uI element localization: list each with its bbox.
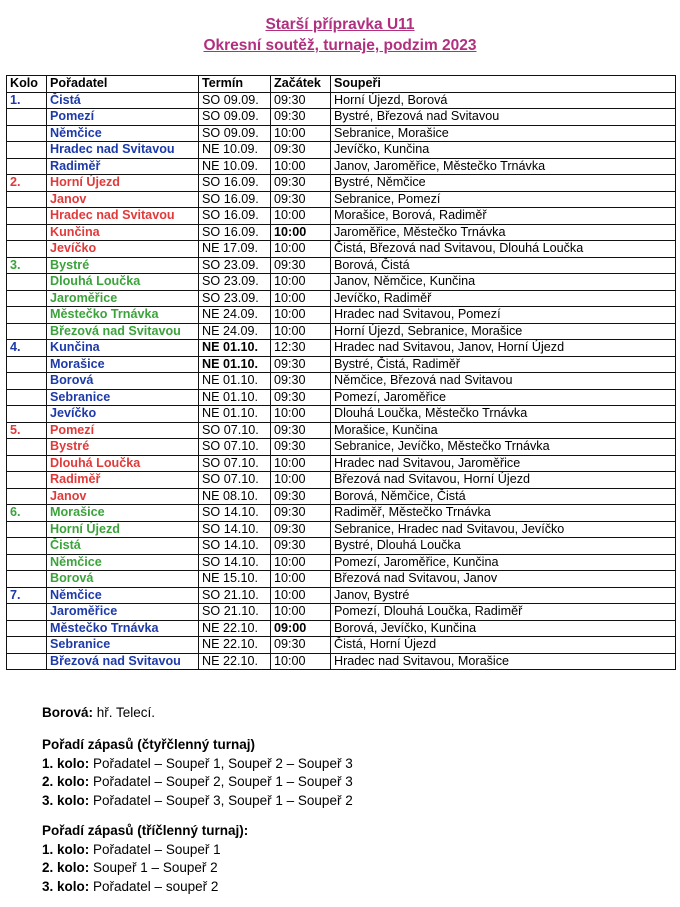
host-cell: Němčice [47, 125, 199, 142]
opponents-cell: Bystré, Dlouhá Loučka [331, 538, 676, 555]
round-cell [7, 455, 47, 472]
date-cell: SO 16.09. [199, 175, 271, 192]
host-cell: Bystré [47, 257, 199, 274]
time-cell: 10:00 [271, 571, 331, 588]
header-termin: Termín [199, 76, 271, 93]
opponents-cell: Sebranice, Morašice [331, 125, 676, 142]
round-cell: 6. [7, 505, 47, 522]
opponents-cell: Pomezí, Dlouhá Loučka, Radiměř [331, 604, 676, 621]
table-row [7, 224, 676, 241]
round-cell [7, 538, 47, 555]
table-row [7, 554, 676, 571]
table-row [7, 637, 676, 654]
table-row [7, 274, 676, 291]
opponents-cell: Sebranice, Pomezí [331, 191, 676, 208]
host-cell: Březová nad Svitavou [47, 323, 199, 340]
table-row [7, 373, 676, 390]
date-cell: NE 01.10. [199, 340, 271, 357]
round-text: Pořadatel – Soupeř 1, Soupeř 2 – Soupeř 3 [89, 755, 353, 771]
round-cell: 2. [7, 175, 47, 192]
opponents-cell: Němčice, Březová nad Svitavou [331, 373, 676, 390]
table-row [7, 505, 676, 522]
table-row [7, 389, 676, 406]
date-cell: SO 21.10. [199, 587, 271, 604]
host-cell: Kunčina [47, 224, 199, 241]
time-cell: 09:00 [271, 620, 331, 637]
time-cell: 10:00 [271, 554, 331, 571]
host-cell: Jaroměřice [47, 604, 199, 621]
time-cell: 10:00 [271, 158, 331, 175]
table-row [7, 109, 676, 126]
three-team-order [42, 822, 248, 896]
time-cell: 09:30 [271, 488, 331, 505]
table-row [7, 521, 676, 538]
header-zacatek: Začátek [271, 76, 331, 93]
date-cell: NE 01.10. [199, 389, 271, 406]
table-row [7, 455, 676, 472]
opponents-cell: Hradec nad Svitavou, Jaroměřice [331, 455, 676, 472]
round-text: Pořadatel – Soupeř 1 [89, 841, 221, 857]
date-cell: SO 16.09. [199, 224, 271, 241]
date-cell: SO 09.09. [199, 125, 271, 142]
opponents-cell: Borová, Jevíčko, Kunčina [331, 620, 676, 637]
venue-note-text: hř. Telecí. [93, 705, 156, 720]
host-cell: Sebranice [47, 637, 199, 654]
round-cell [7, 488, 47, 505]
table-row [7, 340, 676, 357]
table-row [7, 488, 676, 505]
round-cell [7, 389, 47, 406]
opponents-cell: Bystré, Čistá, Radiměř [331, 356, 676, 373]
table-row [7, 472, 676, 489]
four-team-order [42, 736, 353, 810]
table-body [7, 92, 676, 670]
four-team-line [42, 755, 353, 774]
header-poradatel: Pořadatel [47, 76, 199, 93]
date-cell: NE 10.09. [199, 142, 271, 159]
opponents-cell: Čistá, Březová nad Svitavou, Dlouhá Loučka [331, 241, 676, 258]
round-cell [7, 620, 47, 637]
date-cell: NE 08.10. [199, 488, 271, 505]
three-team-line [42, 878, 248, 897]
opponents-cell: Horní Újezd, Sebranice, Morašice [331, 323, 676, 340]
date-cell: SO 14.10. [199, 538, 271, 555]
round-cell [7, 373, 47, 390]
date-cell: NE 22.10. [199, 653, 271, 670]
round-label: 2. kolo: [42, 860, 90, 875]
date-cell: SO 23.09. [199, 257, 271, 274]
time-cell: 09:30 [271, 389, 331, 406]
host-cell: Horní Újezd [47, 521, 199, 538]
round-label: 1. kolo: [42, 755, 90, 771]
opponents-cell: Pomezí, Jaroměřice [331, 389, 676, 406]
round-cell [7, 274, 47, 291]
time-cell: 09:30 [271, 257, 331, 274]
round-cell [7, 637, 47, 654]
round-cell [7, 472, 47, 489]
host-cell: Němčice [47, 554, 199, 571]
four-team-line [42, 792, 353, 811]
round-cell: 3. [7, 257, 47, 274]
date-cell: SO 07.10. [199, 422, 271, 439]
host-cell: Březová nad Svitavou [47, 653, 199, 670]
table-row [7, 191, 676, 208]
four-team-line [42, 773, 353, 792]
venue-note [42, 704, 155, 723]
time-cell: 09:30 [271, 521, 331, 538]
date-cell: NE 17.09. [199, 241, 271, 258]
time-cell: 09:30 [271, 92, 331, 109]
time-cell: 10:00 [271, 274, 331, 291]
host-cell: Sebranice [47, 389, 199, 406]
table-row [7, 125, 676, 142]
round-label: 3. kolo: [42, 878, 90, 894]
date-cell: SO 14.10. [199, 521, 271, 538]
round-cell [7, 125, 47, 142]
round-cell [7, 439, 47, 456]
date-cell: SO 07.10. [199, 439, 271, 456]
table-row [7, 241, 676, 258]
table-row [7, 290, 676, 307]
opponents-cell: Jevíčko, Kunčina [331, 142, 676, 159]
host-cell: Pomezí [47, 422, 199, 439]
date-cell: NE 24.09. [199, 307, 271, 324]
opponents-cell: Jevíčko, Radiměř [331, 290, 676, 307]
opponents-cell: Březová nad Svitavou, Horní Újezd [331, 472, 676, 489]
round-label: 2. kolo: [42, 774, 90, 789]
round-cell [7, 158, 47, 175]
opponents-cell: Pomezí, Jaroměřice, Kunčina [331, 554, 676, 571]
header-souperi: Soupeři [331, 76, 676, 93]
date-cell: SO 23.09. [199, 274, 271, 291]
date-cell: SO 09.09. [199, 109, 271, 126]
time-cell: 10:00 [271, 125, 331, 142]
host-cell: Němčice [47, 587, 199, 604]
date-cell: SO 16.09. [199, 191, 271, 208]
round-cell [7, 356, 47, 373]
round-text: Pořadatel – Soupeř 3, Soupeř 1 – Soupeř 2 [89, 792, 353, 808]
time-cell: 09:30 [271, 637, 331, 654]
time-cell: 10:00 [271, 224, 331, 241]
time-cell: 09:30 [271, 373, 331, 390]
opponents-cell: Bystré, Březová nad Svitavou [331, 109, 676, 126]
schedule-table [6, 75, 676, 670]
round-cell [7, 554, 47, 571]
opponents-cell: Dlouhá Loučka, Městečko Trnávka [331, 406, 676, 423]
host-cell: Čistá [47, 538, 199, 555]
date-cell: SO 21.10. [199, 604, 271, 621]
host-cell: Radiměř [47, 158, 199, 175]
table-row [7, 307, 676, 324]
time-cell: 10:00 [271, 455, 331, 472]
round-cell [7, 406, 47, 423]
time-cell: 10:00 [271, 208, 331, 225]
time-cell: 10:00 [271, 587, 331, 604]
time-cell: 09:30 [271, 356, 331, 373]
opponents-cell: Borová, Čistá [331, 257, 676, 274]
opponents-cell: Bystré, Němčice [331, 175, 676, 192]
opponents-cell: Radiměř, Městečko Trnávka [331, 505, 676, 522]
three-team-heading: Pořadí zápasů (tříčlenný turnaj): [42, 823, 249, 838]
time-cell: 09:30 [271, 191, 331, 208]
time-cell: 10:00 [271, 604, 331, 621]
date-cell: NE 15.10. [199, 571, 271, 588]
opponents-cell: Hradec nad Svitavou, Pomezí [331, 307, 676, 324]
host-cell: Dlouhá Loučka [47, 455, 199, 472]
time-cell: 10:00 [271, 472, 331, 489]
date-cell: SO 09.09. [199, 92, 271, 109]
header-kolo: Kolo [7, 76, 47, 93]
document-title: Starší přípravka U11 [265, 16, 415, 33]
round-cell: 7. [7, 587, 47, 604]
round-label: 1. kolo: [42, 841, 90, 857]
time-cell: 10:00 [271, 241, 331, 258]
opponents-cell: Horní Újezd, Borová [331, 92, 676, 109]
host-cell: Borová [47, 373, 199, 390]
date-cell: NE 22.10. [199, 637, 271, 654]
round-cell [7, 604, 47, 621]
host-cell: Bystré [47, 439, 199, 456]
time-cell: 09:30 [271, 109, 331, 126]
opponents-cell: Sebranice, Jevíčko, Městečko Trnávka [331, 439, 676, 456]
round-cell [7, 224, 47, 241]
three-team-line [42, 841, 248, 860]
time-cell: 09:30 [271, 538, 331, 555]
round-cell [7, 142, 47, 159]
round-text: Pořadatel – soupeř 2 [89, 878, 219, 894]
round-cell [7, 653, 47, 670]
round-cell [7, 208, 47, 225]
host-cell: Jaroměřice [47, 290, 199, 307]
host-cell: Kunčina [47, 340, 199, 357]
table-row [7, 538, 676, 555]
table-row [7, 158, 676, 175]
date-cell: SO 07.10. [199, 472, 271, 489]
date-cell: NE 22.10. [199, 620, 271, 637]
time-cell: 09:30 [271, 505, 331, 522]
table-row [7, 406, 676, 423]
opponents-cell: Sebranice, Hradec nad Svitavou, Jevíčko [331, 521, 676, 538]
host-cell: Morašice [47, 356, 199, 373]
table-row [7, 422, 676, 439]
round-cell [7, 290, 47, 307]
table-row [7, 92, 676, 109]
host-cell: Pomezí [47, 109, 199, 126]
time-cell: 09:30 [271, 422, 331, 439]
opponents-cell: Morašice, Borová, Radiměř [331, 208, 676, 225]
date-cell: NE 01.10. [199, 373, 271, 390]
round-cell [7, 521, 47, 538]
date-cell: SO 07.10. [199, 455, 271, 472]
round-label: 3. kolo: [42, 792, 90, 808]
time-cell: 10:00 [271, 406, 331, 423]
host-cell: Městečko Trnávka [47, 620, 199, 637]
table-row [7, 604, 676, 621]
date-cell: SO 16.09. [199, 208, 271, 225]
time-cell: 09:30 [271, 439, 331, 456]
table-row [7, 356, 676, 373]
round-cell [7, 191, 47, 208]
date-cell: NE 01.10. [199, 406, 271, 423]
host-cell: Janov [47, 488, 199, 505]
time-cell: 10:00 [271, 653, 331, 670]
round-cell [7, 323, 47, 340]
table-row [7, 439, 676, 456]
time-cell: 10:00 [271, 323, 331, 340]
document-subtitle: Okresní soutěž, turnaje, podzim 2023 [203, 37, 477, 54]
round-cell [7, 571, 47, 588]
table-row [7, 175, 676, 192]
date-cell: SO 23.09. [199, 290, 271, 307]
round-text: Pořadatel – Soupeř 2, Soupeř 1 – Soupeř 3 [89, 774, 353, 789]
opponents-cell: Jaroměřice, Městečko Trnávka [331, 224, 676, 241]
host-cell: Borová [47, 571, 199, 588]
round-text: Soupeř 1 – Soupeř 2 [89, 860, 218, 875]
date-cell: SO 14.10. [199, 554, 271, 571]
date-cell: SO 14.10. [199, 505, 271, 522]
host-cell: Hradec nad Svitavou [47, 142, 199, 159]
table-row [7, 208, 676, 225]
time-cell: 10:00 [271, 290, 331, 307]
venue-note-label: Borová: [42, 705, 94, 720]
opponents-cell: Čistá, Horní Újezd [331, 637, 676, 654]
three-team-line [42, 859, 248, 878]
host-cell: Čistá [47, 92, 199, 109]
table-row [7, 571, 676, 588]
table-row [7, 142, 676, 159]
host-cell: Radiměř [47, 472, 199, 489]
table-row [7, 620, 676, 637]
host-cell: Horní Újezd [47, 175, 199, 192]
opponents-cell: Janov, Bystré [331, 587, 676, 604]
date-cell: NE 24.09. [199, 323, 271, 340]
table-row [7, 653, 676, 670]
opponents-cell: Morašice, Kunčina [331, 422, 676, 439]
round-cell [7, 109, 47, 126]
opponents-cell: Janov, Němčice, Kunčina [331, 274, 676, 291]
opponents-cell: Borová, Němčice, Čistá [331, 488, 676, 505]
opponents-cell: Hradec nad Svitavou, Janov, Horní Újezd [331, 340, 676, 357]
host-cell: Dlouhá Loučka [47, 274, 199, 291]
time-cell: 09:30 [271, 142, 331, 159]
four-team-heading: Pořadí zápasů (čtyřčlenný turnaj) [42, 737, 256, 752]
round-cell: 5. [7, 422, 47, 439]
date-cell: NE 10.09. [199, 158, 271, 175]
round-cell: 1. [7, 92, 47, 109]
round-cell [7, 307, 47, 324]
opponents-cell: Březová nad Svitavou, Janov [331, 571, 676, 588]
host-cell: Janov [47, 191, 199, 208]
host-cell: Hradec nad Svitavou [47, 208, 199, 225]
table-header-row [7, 76, 676, 93]
table-row [7, 587, 676, 604]
table-row [7, 323, 676, 340]
time-cell: 12:30 [271, 340, 331, 357]
host-cell: Jevíčko [47, 406, 199, 423]
time-cell: 09:30 [271, 175, 331, 192]
host-cell: Městečko Trnávka [47, 307, 199, 324]
round-cell [7, 241, 47, 258]
host-cell: Jevíčko [47, 241, 199, 258]
opponents-cell: Janov, Jaroměřice, Městečko Trnávka [331, 158, 676, 175]
table-row [7, 257, 676, 274]
round-cell: 4. [7, 340, 47, 357]
opponents-cell: Hradec nad Svitavou, Morašice [331, 653, 676, 670]
date-cell: NE 01.10. [199, 356, 271, 373]
host-cell: Morašice [47, 505, 199, 522]
time-cell: 10:00 [271, 307, 331, 324]
